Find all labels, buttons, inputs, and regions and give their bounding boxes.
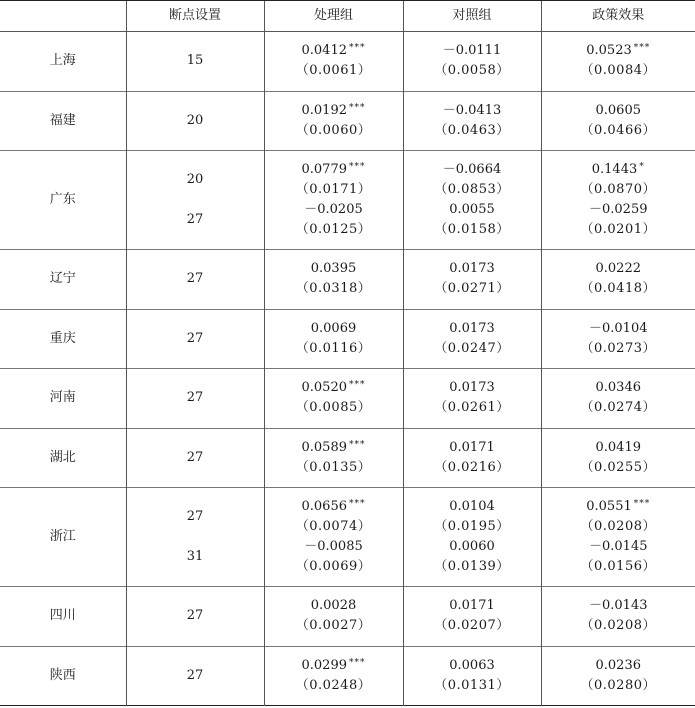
table-row	[0, 91, 695, 151]
coefficient-value: －0.0145	[589, 539, 648, 554]
significance-stars: *	[639, 162, 645, 172]
standard-error-value: （0.0085）	[295, 400, 372, 416]
significance-stars: ***	[349, 162, 366, 172]
significance-stars: ***	[349, 380, 366, 391]
treatment-cell	[264, 646, 403, 706]
coefficient-line	[404, 200, 541, 220]
coefficient-line	[542, 497, 695, 517]
coefficient-line	[404, 378, 541, 398]
standard-error-value: （0.0208）	[580, 519, 656, 534]
coefficient-line	[542, 537, 695, 557]
coefficient-value: 0.0060	[449, 539, 495, 554]
standard-error-value: （0.0069）	[295, 559, 372, 574]
coefficient-value: 0.0063	[449, 657, 495, 673]
standard-error-value: （0.0131）	[434, 677, 510, 693]
standard-error-value: （0.0074）	[295, 519, 372, 534]
breakpoint-cell	[126, 428, 264, 488]
coefficient-line	[265, 596, 403, 616]
standard-error-value: （0.0466）	[580, 122, 656, 138]
coefficient-value: 0.0236	[595, 657, 641, 673]
policy-effect-cell	[541, 309, 695, 369]
coefficient-line	[265, 656, 403, 676]
significance-stars: ***	[349, 102, 366, 113]
breakpoint-value: 27	[186, 212, 204, 227]
coefficient-value: 0.0779	[301, 162, 347, 177]
table-row	[0, 309, 695, 369]
coefficient-line	[542, 160, 695, 180]
region-cell: 浙江	[49, 529, 76, 544]
region-cell: 上海	[49, 53, 76, 69]
breakpoint-value: 27	[186, 509, 204, 524]
table-row	[0, 32, 695, 92]
header-treatment: 处理组	[264, 1, 403, 32]
coefficient-value: 0.0551	[586, 499, 632, 514]
standard-error-value: （0.0060）	[295, 122, 372, 138]
breakpoint-cell	[126, 32, 264, 92]
breakpoint-value: 27	[186, 330, 204, 346]
coefficient-value: 0.0419	[595, 439, 641, 455]
breakpoint-value: 31	[186, 549, 204, 564]
control-cell	[403, 488, 541, 587]
coefficient-line	[265, 101, 403, 121]
coefficient-value: －0.0085	[304, 539, 363, 554]
coefficient-line	[404, 497, 541, 517]
coefficient-line	[404, 259, 541, 279]
coefficient-value: 0.0222	[595, 261, 641, 277]
coefficient-line	[542, 259, 695, 279]
coefficient-line	[265, 319, 403, 339]
control-cell	[403, 587, 541, 647]
standard-error-value: （0.0870）	[580, 182, 656, 197]
coefficient-value: 0.0299	[301, 657, 347, 673]
region-cell: 四川	[49, 608, 76, 624]
coefficient-line	[404, 656, 541, 676]
standard-error-value: （0.0135）	[295, 459, 372, 475]
coefficient-line	[542, 438, 695, 458]
coefficient-value: 0.0173	[449, 320, 495, 336]
breakpoint-cell	[126, 250, 264, 310]
significance-stars: ***	[349, 43, 366, 54]
standard-error-value: （0.0084）	[580, 63, 656, 79]
standard-error-value: （0.0207）	[434, 618, 510, 634]
coefficient-value: 0.0104	[449, 499, 495, 514]
breakpoint-cell	[126, 151, 264, 250]
coefficient-line	[404, 438, 541, 458]
policy-effect-cell	[541, 91, 695, 151]
control-cell	[403, 369, 541, 429]
coefficient-line	[265, 378, 403, 398]
standard-error-value: （0.0216）	[434, 459, 510, 475]
standard-error-value: （0.0158）	[434, 222, 510, 237]
significance-stars: ***	[633, 43, 651, 54]
coefficient-line	[404, 101, 541, 121]
treatment-cell	[264, 428, 403, 488]
coefficient-line	[542, 596, 695, 616]
standard-error-value: （0.0171）	[295, 182, 372, 197]
breakpoint-value: 27	[186, 667, 204, 683]
policy-effect-cell	[541, 250, 695, 310]
coefficient-value: 0.0028	[310, 598, 357, 614]
breakpoint-value: 20	[186, 112, 204, 128]
coefficient-line	[404, 596, 541, 616]
spacer	[127, 190, 264, 210]
standard-error-value: （0.0261）	[434, 400, 510, 416]
significance-stars: ***	[349, 657, 366, 668]
breakpoint-value: 15	[186, 53, 204, 69]
standard-error-value: （0.0208）	[580, 618, 656, 634]
coefficient-value: 0.0395	[310, 261, 357, 277]
breakpoint-cell	[126, 91, 264, 151]
region-cell: 广东	[49, 192, 76, 207]
policy-effect-cell	[541, 587, 695, 647]
breakpoint-cell	[126, 369, 264, 429]
coefficient-value: 0.0589	[301, 439, 347, 455]
standard-error-value: （0.0061）	[295, 63, 372, 79]
treatment-cell	[264, 151, 403, 250]
coefficient-value: －0.0143	[589, 598, 648, 614]
table-row	[0, 250, 695, 310]
coefficient-line	[404, 319, 541, 339]
coefficient-line	[542, 378, 695, 398]
standard-error-value: （0.0273）	[580, 340, 656, 356]
control-cell	[403, 91, 541, 151]
treatment-cell	[264, 309, 403, 369]
breakpoint-value: 27	[186, 449, 204, 465]
standard-error-value: （0.0195）	[434, 519, 510, 534]
standard-error-value: （0.0274）	[580, 400, 656, 416]
treatment-cell	[264, 250, 403, 310]
header-breakpoint: 断点设置	[126, 1, 264, 32]
coefficient-line	[265, 41, 403, 61]
standard-error-value: （0.0139）	[434, 559, 510, 574]
region-cell: 河南	[49, 390, 76, 406]
treatment-cell	[264, 32, 403, 92]
coefficient-value: 0.0605	[595, 102, 641, 118]
coefficient-value: －0.0259	[589, 202, 648, 217]
coefficient-line	[404, 160, 541, 180]
breakpoint-cell	[126, 587, 264, 647]
policy-effect-cell	[541, 369, 695, 429]
table-row	[0, 369, 695, 429]
standard-error-value: （0.0058）	[434, 63, 510, 79]
coefficient-value: 0.0171	[449, 439, 495, 455]
standard-error-value: （0.0318）	[295, 281, 372, 297]
coefficient-value: 0.0656	[301, 499, 347, 514]
coefficient-line	[542, 101, 695, 121]
coefficient-line	[542, 319, 695, 339]
breakpoint-cell	[126, 309, 264, 369]
significance-stars: ***	[633, 499, 651, 509]
treatment-cell	[264, 91, 403, 151]
table-row	[0, 646, 695, 706]
coefficient-value: 0.0346	[595, 380, 641, 396]
coefficient-value: 0.0171	[449, 598, 495, 614]
standard-error-value: （0.0116）	[295, 340, 372, 356]
treatment-cell	[264, 369, 403, 429]
coefficient-value: 0.0173	[449, 261, 495, 277]
control-cell	[403, 646, 541, 706]
breakpoint-value: 20	[186, 172, 204, 187]
coefficient-value: 0.0412	[301, 43, 347, 59]
header-control: 对照组	[403, 1, 541, 32]
coefficient-line	[404, 41, 541, 61]
region-cell: 福建	[49, 112, 76, 128]
standard-error-value: （0.0271）	[434, 281, 510, 297]
standard-error-value: （0.0027）	[295, 618, 372, 634]
coefficient-line	[404, 537, 541, 557]
region-cell: 陕西	[49, 667, 76, 683]
control-cell	[403, 250, 541, 310]
coefficient-line	[265, 537, 403, 557]
header-policy-effect: 政策效果	[541, 1, 695, 32]
policy-effect-cell	[541, 488, 695, 587]
policy-effect-cell	[541, 32, 695, 92]
coefficient-line	[542, 41, 695, 61]
significance-stars: ***	[349, 439, 366, 450]
control-cell	[403, 309, 541, 369]
header-row	[0, 1, 695, 32]
coefficient-value: －0.0664	[442, 162, 502, 177]
coefficient-value: 0.0523	[586, 43, 632, 59]
coefficient-line	[265, 200, 403, 220]
significance-stars: ***	[349, 499, 366, 509]
region-cell: 重庆	[49, 330, 76, 346]
breakpoint-value: 27	[186, 271, 204, 287]
table-row	[0, 587, 695, 647]
coefficient-value: －0.0205	[304, 202, 363, 217]
standard-error-value: （0.0125）	[295, 222, 372, 237]
table-row	[0, 488, 695, 587]
coefficient-value: 0.0192	[301, 102, 347, 118]
control-cell	[403, 428, 541, 488]
coefficient-value: 0.0520	[301, 380, 347, 396]
header-region	[0, 1, 126, 32]
coefficient-line	[265, 160, 403, 180]
standard-error-value: （0.0463）	[434, 122, 510, 138]
policy-effect-cell	[541, 428, 695, 488]
policy-effect-cell	[541, 151, 695, 250]
spacer	[127, 527, 264, 547]
breakpoint-value: 27	[186, 390, 204, 406]
control-cell	[403, 151, 541, 250]
standard-error-value: （0.0853）	[434, 182, 510, 197]
region-cell: 辽宁	[49, 271, 76, 287]
standard-error-value: （0.0201）	[580, 222, 656, 237]
table-row	[0, 151, 695, 250]
standard-error-value: （0.0248）	[295, 677, 372, 693]
table-row	[0, 428, 695, 488]
coefficient-line	[542, 200, 695, 220]
coefficient-value: 0.0173	[449, 380, 495, 396]
standard-error-value: （0.0247）	[434, 340, 510, 356]
coefficient-line	[542, 656, 695, 676]
policy-effect-cell	[541, 646, 695, 706]
treatment-cell	[264, 488, 403, 587]
coefficient-value: －0.0413	[442, 102, 502, 118]
coefficient-value: －0.0111	[442, 43, 502, 59]
standard-error-value: （0.0280）	[580, 677, 656, 693]
coefficient-value: 0.1443	[591, 162, 638, 177]
table-body	[0, 32, 695, 706]
coefficient-line	[265, 259, 403, 279]
breakpoint-cell	[126, 488, 264, 587]
region-cell: 湖北	[49, 449, 76, 465]
coefficient-line	[265, 438, 403, 458]
breakpoint-cell	[126, 646, 264, 706]
coefficient-value: 0.0069	[310, 320, 357, 336]
treatment-cell	[264, 587, 403, 647]
breakpoint-value: 27	[186, 608, 204, 624]
control-cell	[403, 32, 541, 92]
standard-error-value: （0.0418）	[580, 281, 656, 297]
coefficient-value: 0.0055	[449, 202, 495, 217]
coefficient-line	[265, 497, 403, 517]
standard-error-value: （0.0156）	[580, 559, 656, 574]
coefficient-value: －0.0104	[589, 320, 648, 336]
standard-error-value: （0.0255）	[580, 459, 656, 475]
